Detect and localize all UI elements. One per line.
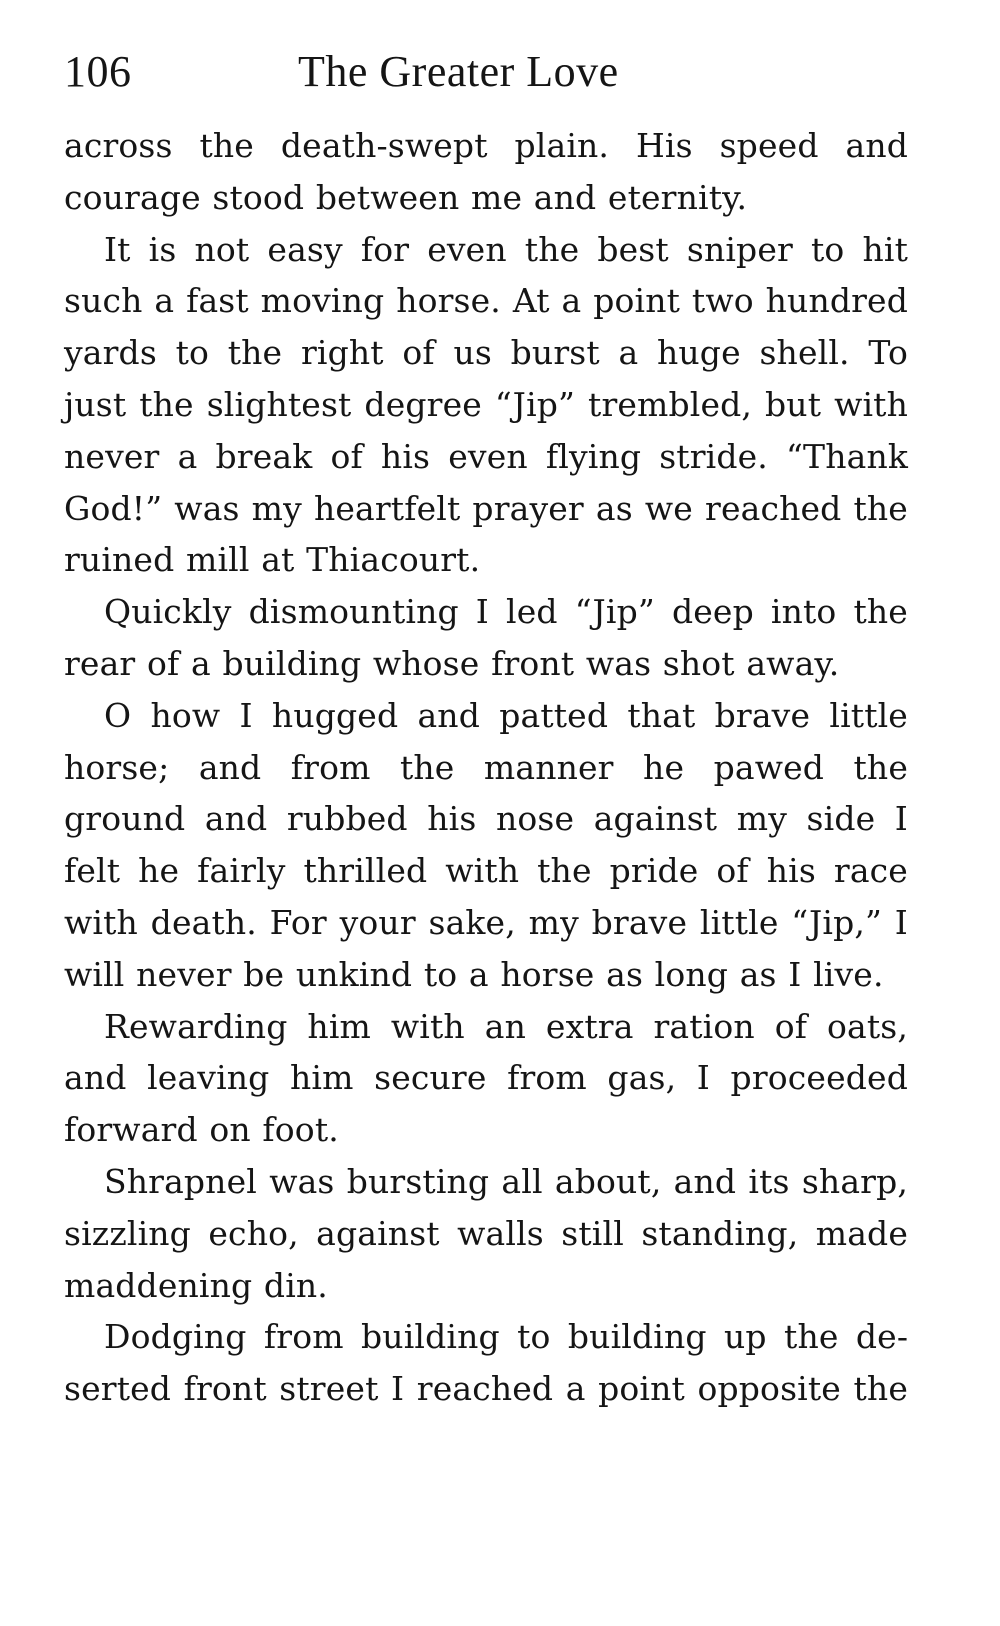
- paragraph-rewarding: Rewarding him with an extra ration of oats, and leaving him secure from gas, I proceeded forward on foot.: [64, 1006, 908, 1150]
- paragraph-dodging: Dodging from building to building up the deserted front street I reached a point opposite the: [64, 1317, 908, 1409]
- paragraph-continued: across the death-swept plain. His speed and courage stood between me and eternity.: [64, 126, 908, 217]
- paragraph-dismounting: Quickly dismounting I led “Jip” deep into the rear of a building whose front was shot away.: [64, 592, 908, 683]
- body-text: [64, 120, 908, 1415]
- paragraph-brave-horse: O how I hugged and patted that brave little horse; and from the manner he pawed the ground and rubbed his nose against my side I felt he fairly thrilled with the pride of his race with death. For your sake, my brave little “Jip,” I will never be unkind to a horse as long as I live.: [64, 695, 908, 994]
- running-title: The Greater Love: [298, 47, 619, 96]
- running-head: [64, 44, 914, 104]
- paragraph-shrapnel: Shrapnel was bursting all about, and its sharp, sizzling echo, against walls still standing, made maddening din.: [64, 1161, 908, 1305]
- page-number: 106: [64, 47, 132, 96]
- paragraph-sniper: It is not easy for even the best sniper to hit such a fast moving horse. At a point two hundred yards to the right of us burst a huge shell. To just the slightest degree “Jip” trembled, but with never a break of his even flying stride. “Thank God!” was my heartfelt prayer as we reached the ruined mill at Thiacourt.: [64, 229, 908, 580]
